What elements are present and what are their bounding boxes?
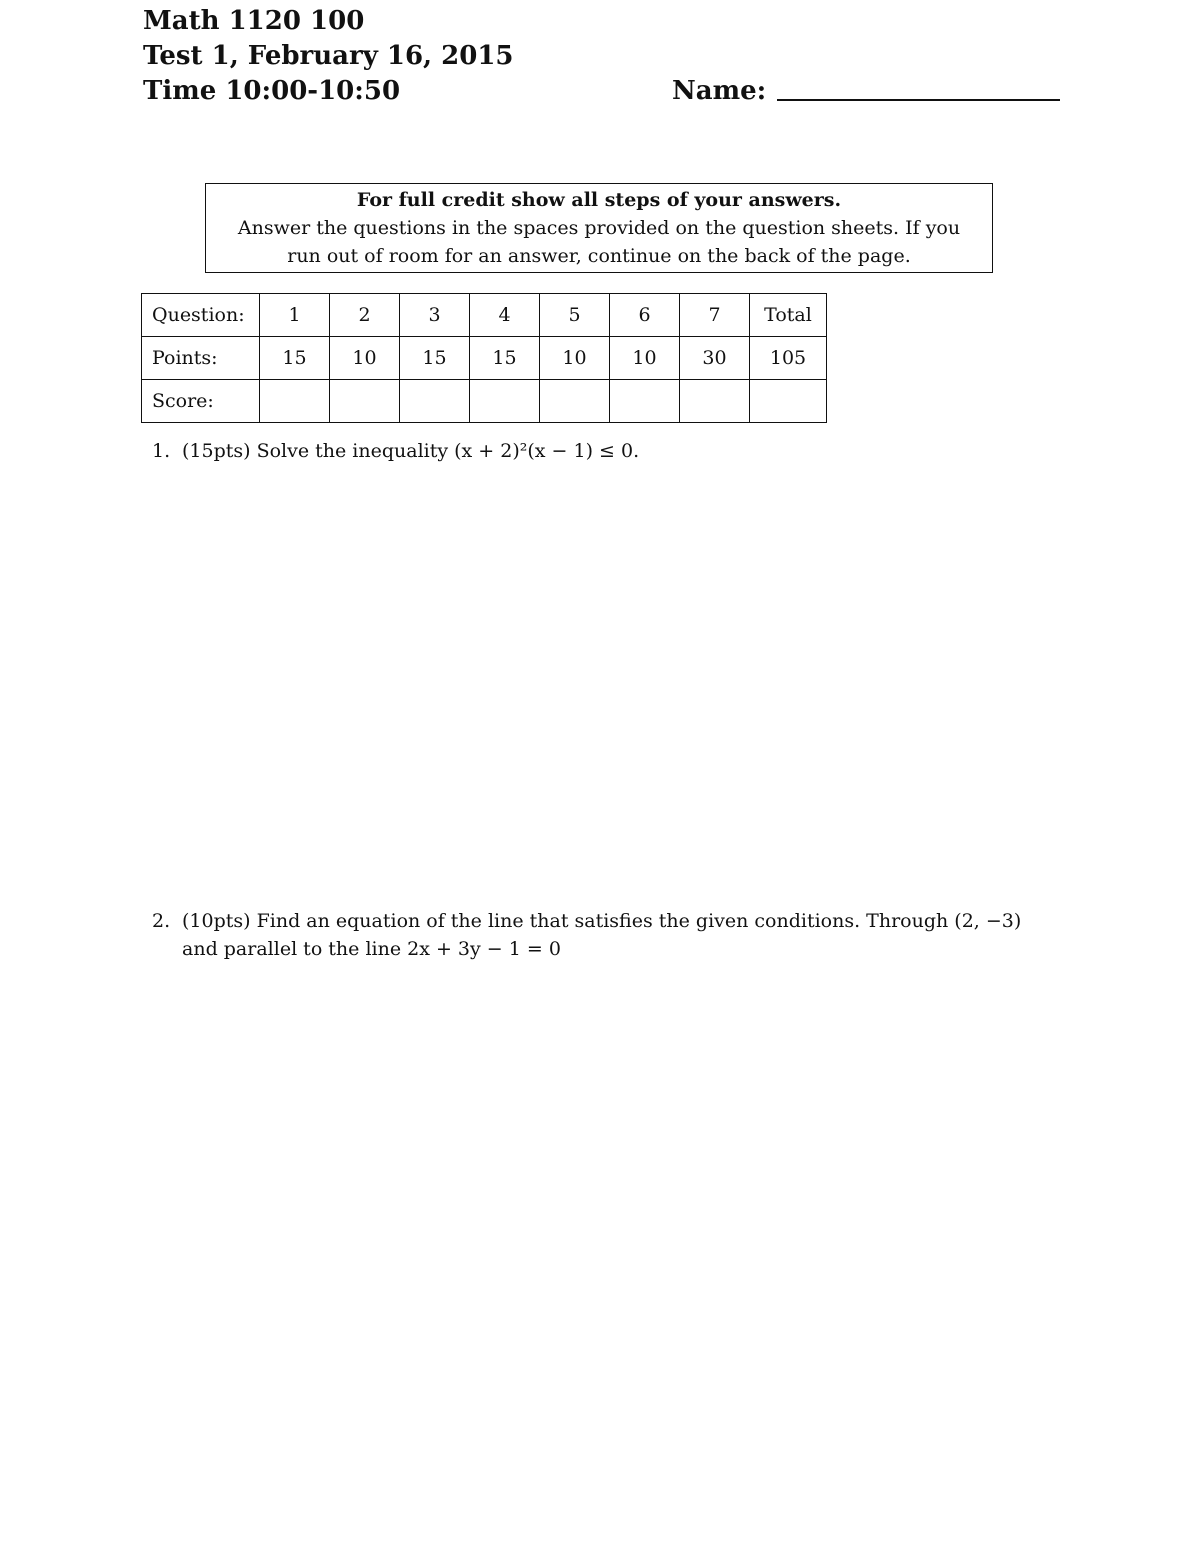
points-total-cell: 105	[750, 337, 827, 380]
points-cell: 15	[260, 337, 330, 380]
question-row	[142, 294, 827, 337]
points-cell: 10	[540, 337, 610, 380]
score-cell[interactable]	[330, 380, 400, 423]
question-number-cell: 1	[260, 294, 330, 337]
test-time: Time 10:00-10:50	[143, 76, 401, 106]
question-total-cell: Total	[750, 294, 827, 337]
points-row-label: Points:	[142, 337, 260, 380]
score-table	[141, 293, 827, 423]
score-cell[interactable]	[470, 380, 540, 423]
question-1-number: 1.	[152, 440, 171, 462]
question-2	[152, 907, 1021, 963]
points-cell: 15	[470, 337, 540, 380]
points-cell: 10	[610, 337, 680, 380]
question-1	[152, 437, 639, 465]
points-cell: 30	[680, 337, 750, 380]
name-label: Name:	[672, 76, 767, 106]
course-title: Math 1120 100	[143, 6, 365, 36]
score-cell[interactable]	[540, 380, 610, 423]
question-row-label: Question:	[142, 294, 260, 337]
question-number-cell: 6	[610, 294, 680, 337]
score-cell[interactable]	[400, 380, 470, 423]
question-number-cell: 3	[400, 294, 470, 337]
score-row-label: Score:	[142, 380, 260, 423]
question-number-cell: 4	[470, 294, 540, 337]
score-cell[interactable]	[610, 380, 680, 423]
instructions-line-2: Answer the questions in the spaces provided on the question sheets. If you	[237, 217, 961, 239]
score-cell[interactable]	[260, 380, 330, 423]
points-cell: 10	[330, 337, 400, 380]
instructions-bold-line: For full credit show all steps of your answers.	[356, 189, 842, 211]
score-cell[interactable]	[680, 380, 750, 423]
question-number-cell: 2	[330, 294, 400, 337]
test-date: Test 1, February 16, 2015	[143, 41, 514, 71]
points-row	[142, 337, 827, 380]
question-2-text-line-1: (10pts) Find an equation of the line that satisfies the given conditions. Through (2, −3)	[182, 910, 1022, 932]
question-number-cell: 7	[680, 294, 750, 337]
question-2-text-line-2: and parallel to the line 2x + 3y − 1 = 0	[182, 938, 561, 960]
instructions-box	[205, 183, 993, 273]
question-1-text: (15pts) Solve the inequality (x + 2)²(x − 1) ≤ 0.	[182, 440, 640, 462]
question-number-cell: 5	[540, 294, 610, 337]
question-2-number: 2.	[152, 910, 171, 932]
points-cell: 15	[400, 337, 470, 380]
score-row	[142, 380, 827, 423]
instructions-line-3: run out of room for an answer, continue on the back of the page.	[287, 245, 911, 267]
name-blank-line[interactable]	[777, 99, 1060, 101]
score-total-cell[interactable]	[750, 380, 827, 423]
